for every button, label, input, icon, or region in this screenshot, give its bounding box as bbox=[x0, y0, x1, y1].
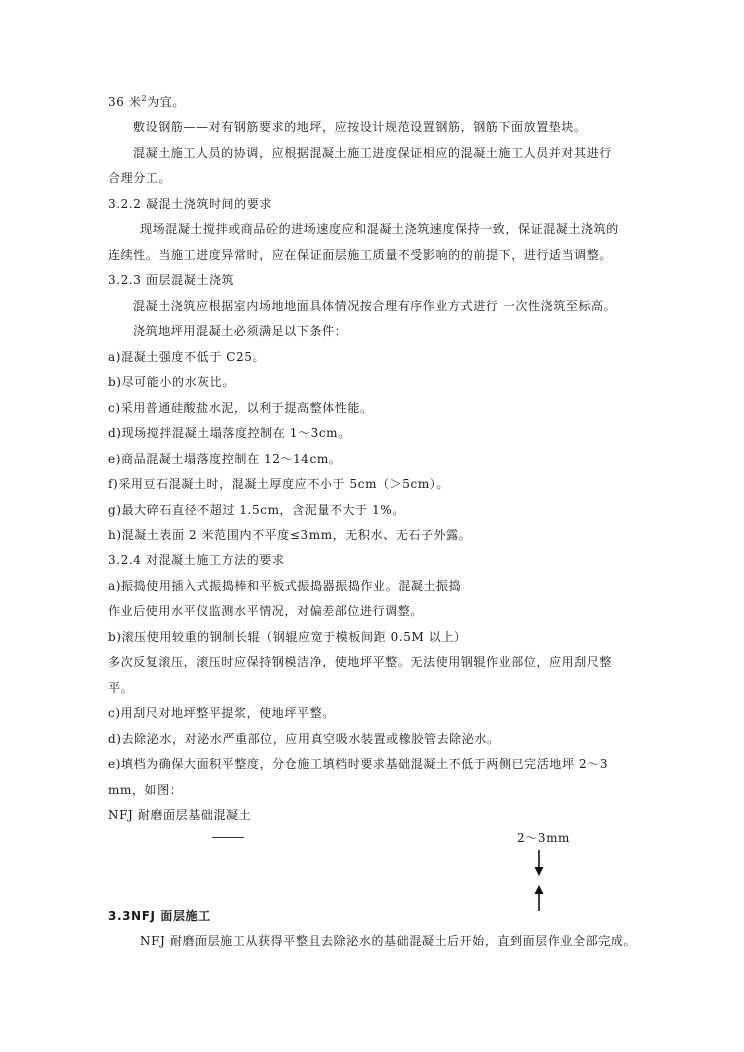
paragraph-coordination: 混凝土施工人员的协调，应根据混凝土施工进度保证相应的混凝土施工人员并对其进行 bbox=[133, 146, 612, 160]
list-item: h)混凝土表面 2 米范围内不平度≤3mm，无积水、无石子外露。 bbox=[108, 528, 472, 542]
diagram-dash-line bbox=[212, 837, 244, 838]
list-item: c)采用普通硅酸盐水泥，以利于提高整体性能。 bbox=[108, 401, 373, 415]
list-item: b)滚压使用较重的钢制长辊（钢辊应宽于模板间距 0.5M 以上） bbox=[108, 630, 467, 644]
list-item: a)混凝土强度不低于 C25。 bbox=[108, 350, 266, 364]
list-item: f)采用豆石混凝土时，混凝土厚度应不小于 5cm（＞5cm）。 bbox=[108, 477, 450, 491]
arrow-up-icon bbox=[533, 884, 545, 912]
paragraph-conditions: 浇筑地坪用混凝土必须满足以下条件： bbox=[133, 324, 348, 338]
list-item: a)振捣使用插入式振捣棒和平板式振捣器振捣作业。混凝土振捣 bbox=[108, 579, 462, 593]
list-item: d)现场搅拌混凝土塌落度控制在 1～3cm。 bbox=[108, 426, 351, 440]
paragraph-line: 连续性。当施工进度异常时，应在保证面层施工质量不受影响的的前提下，进行适当调整。 bbox=[108, 248, 613, 262]
section-heading-3-2-3: 3.2.3 面层混凝土浇筑 bbox=[108, 273, 235, 287]
section-heading-3-2-4: 3.2.4 对混凝土施工方法的要求 bbox=[108, 553, 285, 567]
paragraph-line: 平。 bbox=[108, 681, 134, 695]
paragraph-line: mm，如图： bbox=[108, 783, 183, 797]
paragraph-rebar: 敷设钢筋——对有钢筋要求的地坪，应按设计规范设置钢筋，钢筋下面放置垫块。 bbox=[133, 120, 587, 134]
paragraph-line: 多次反复滚压，滚压时应保持钢模洁净，使地坪平整。无法使用钢辊作业部位，应用刮尺整 bbox=[108, 655, 613, 669]
list-item: b)尽可能小的水灰比。 bbox=[108, 375, 235, 389]
arrow-down-icon bbox=[533, 849, 545, 877]
list-item: e)商品混凝土塌落度控制在 12～14cm。 bbox=[108, 452, 342, 466]
paragraph-surface: NFJ 耐磨面层施工从获得平整且去除泌水的基础混凝土后开始，直到面层作业全部完成。 bbox=[140, 934, 637, 948]
section-heading-3-3: 3.3NFJ 面层施工 bbox=[108, 909, 211, 923]
diagram-gap-label: 2～3mm bbox=[517, 831, 571, 845]
paragraph-line: 36 米$^2$为宜。 bbox=[108, 94, 185, 109]
list-item: g)最大碎石直径不超过 1.5cm，含泥量不大于 1%。 bbox=[108, 503, 406, 517]
list-item: d)去除泌水，对泌水严重部位，应用真空吸水装置或橡胶管去除泌水。 bbox=[108, 732, 500, 746]
paragraph-speed: 现场混凝土搅拌或商品砼的进场速度应和混凝土浇筑速度保持一致，保证混凝土浇筑的 bbox=[140, 222, 619, 236]
diagram-label: NFJ 耐磨面层基础混凝土 bbox=[108, 808, 252, 822]
paragraph-pouring: 混凝土浇筑应根据室内场地地面具体情况按合理有序作业方式进行 一次性浇筑至标高。 bbox=[133, 299, 617, 313]
paragraph-line: 合理分工。 bbox=[108, 171, 172, 185]
section-heading-3-2-2: 3.2.2 凝混土浇筑时间的要求 bbox=[108, 197, 272, 211]
list-item: e)填档为确保大面积平整度，分仓施工填档时要求基础混凝土不低于两侧已完活地坪 2～3 bbox=[108, 757, 609, 771]
paragraph-line: 作业后使用水平仪监测水平情况，对偏差部位进行调整。 bbox=[108, 604, 424, 618]
list-item: c)用刮尺对地坪整平提浆，使地坪平整。 bbox=[108, 706, 335, 720]
